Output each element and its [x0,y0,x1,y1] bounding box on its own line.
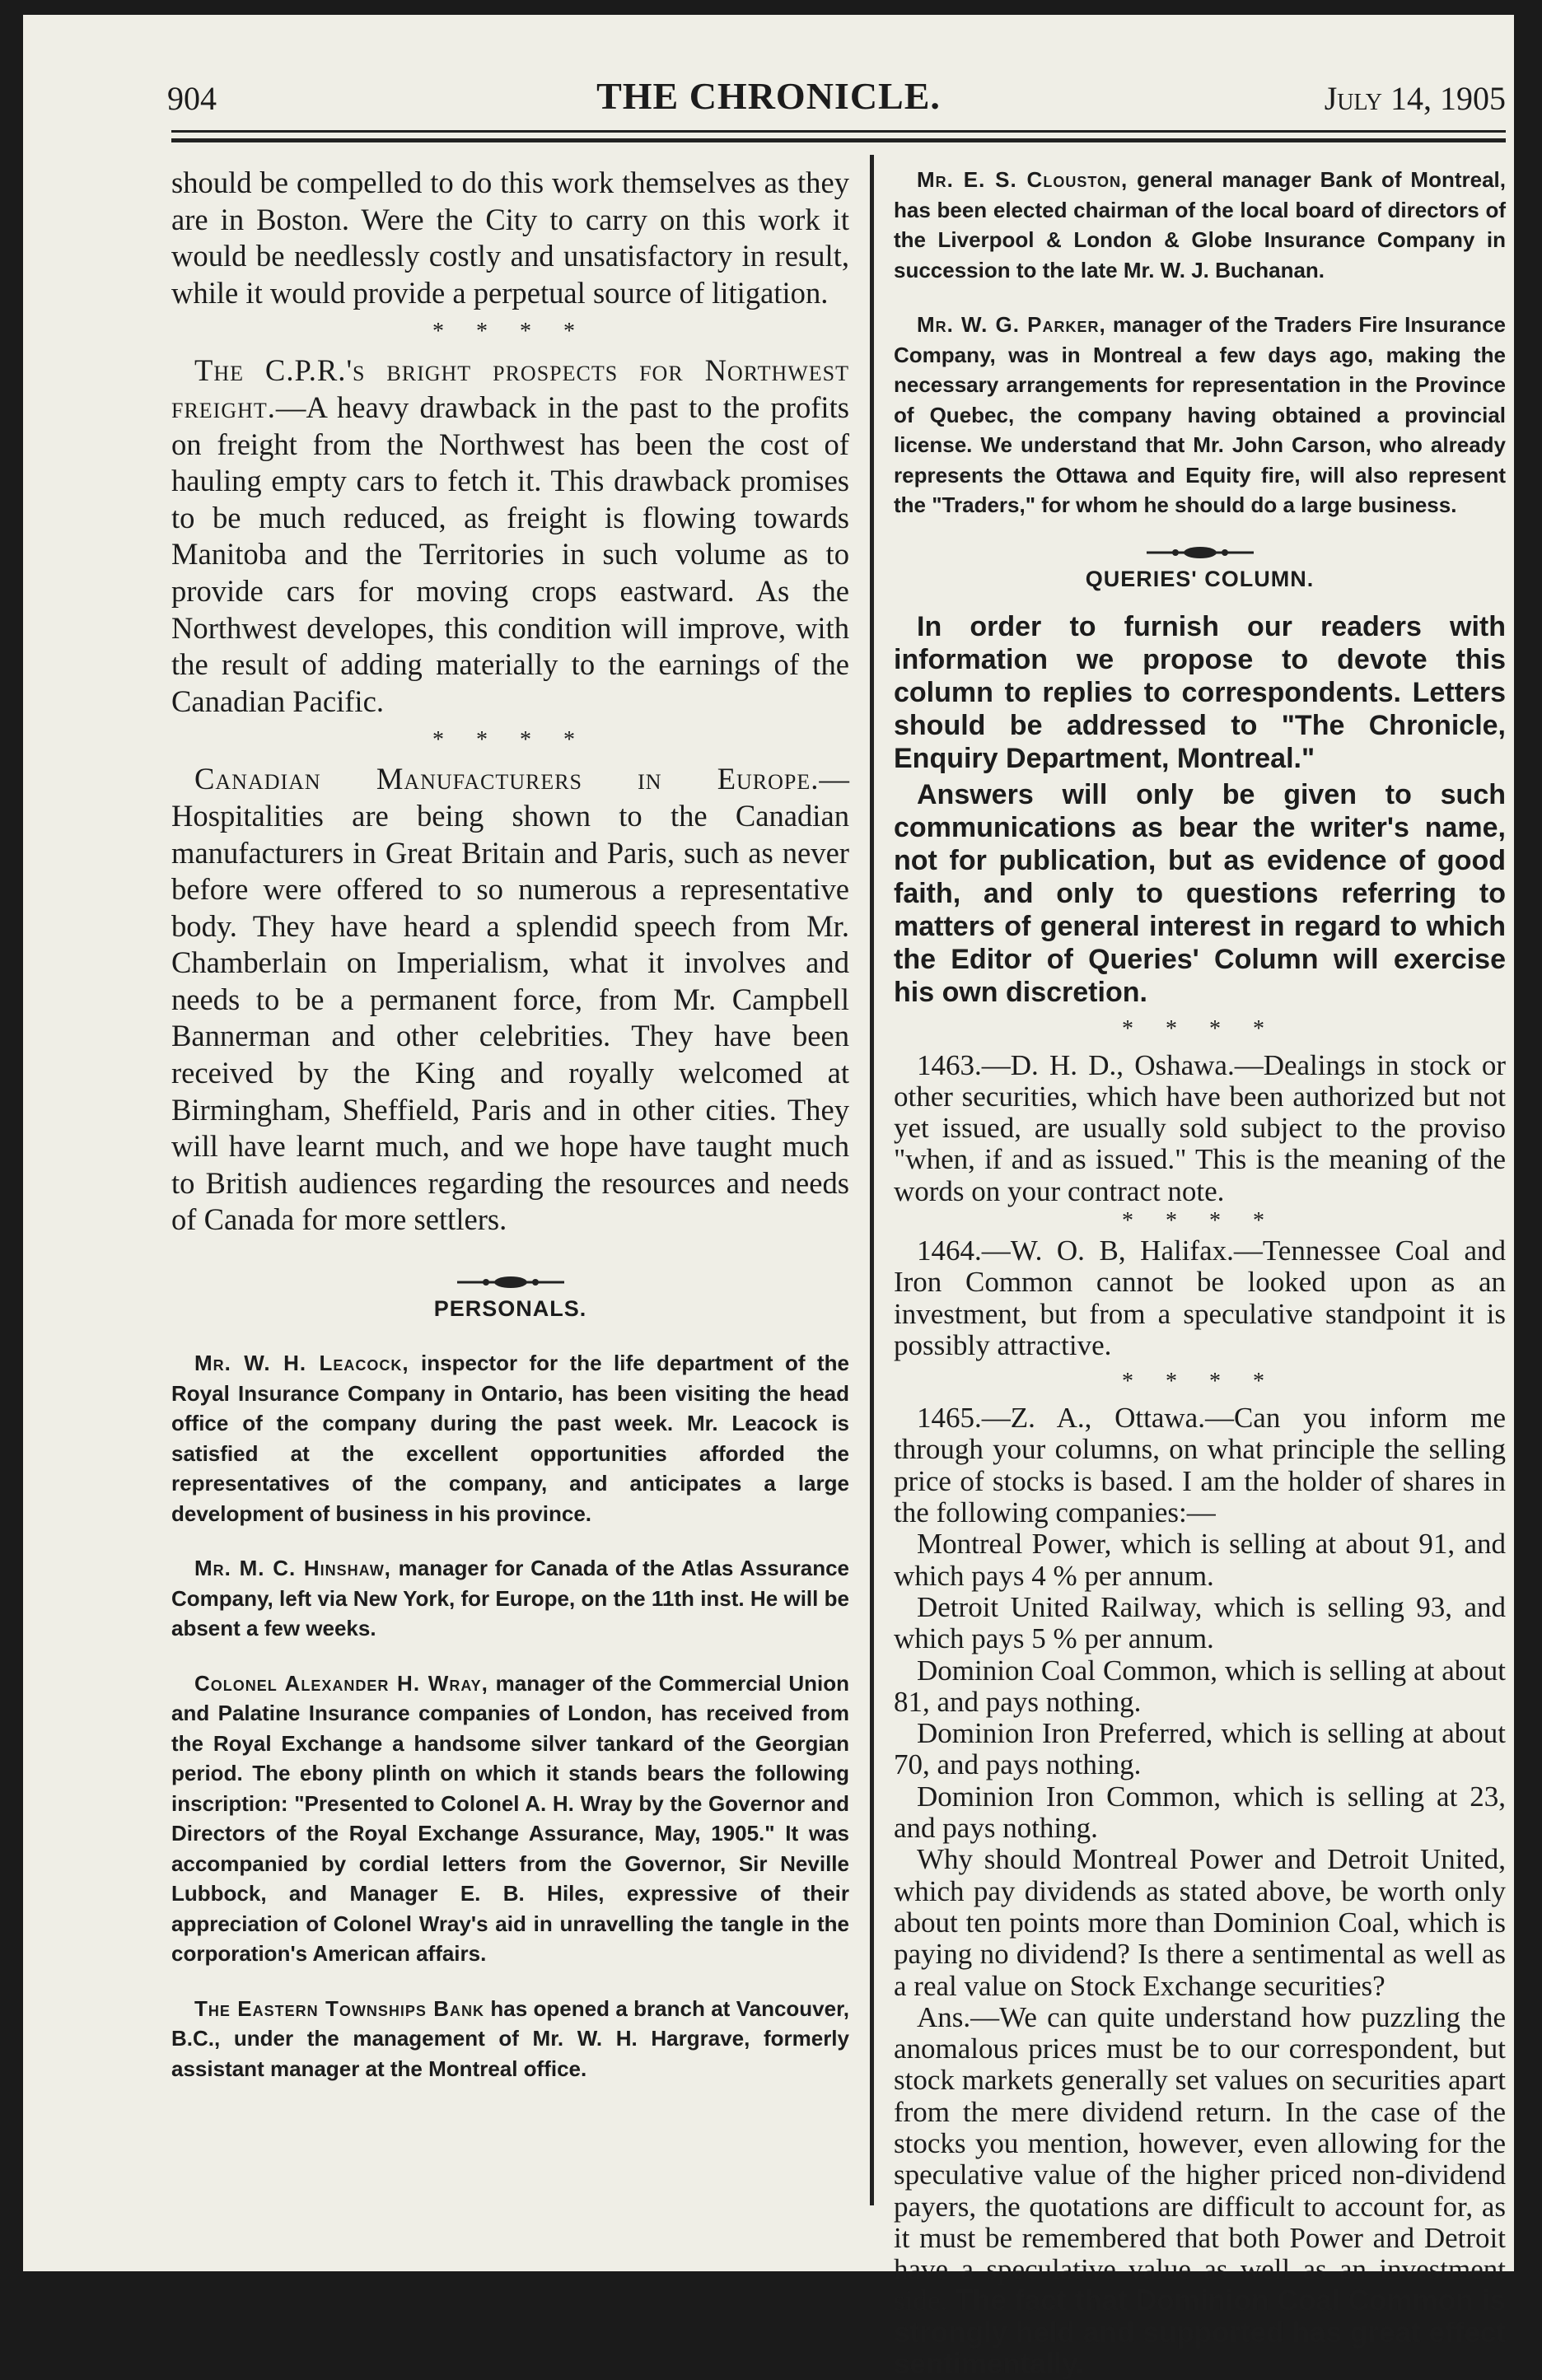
ornament-divider [894,545,1506,560]
issue-date: July 14, 1905 [1325,79,1506,118]
section-stars: * * * * [171,320,849,344]
ornament-divider [171,1275,849,1290]
ornament-icon [1147,545,1254,560]
personal-item [171,1994,849,2084]
holding-item: Montreal Power, which is selling at about 91, and which pays 4 % per annum. [894,1528,1506,1592]
personal-item [894,310,1506,520]
queries-answers [894,1050,1506,2380]
personal-name: Mr. E. S. Clouston, [917,167,1128,192]
queries-intro [894,610,1506,1009]
query-1465-question: Why should Montreal Power and Detroit United, which pay dividends as stated above, be worth only about ten points more than Dominion Coal, which is paying no dividend? Is there a sentimental as well as a real value on Stock Exchange securities? [894,1844,1506,2001]
queries-intro-1: In order to furnish our readers with information we propose to devote this column to replies to correspondents. Letters should be addressed to "The Chronicle, Enquiry Department, Montreal." [894,610,1506,775]
section-stars: * * * * [171,728,849,753]
newspaper-title: THE CHRONICLE. [23,74,1514,118]
header-rule-thick [171,138,1506,142]
personal-text: general manager Bank of Montreal, has been elected chairman of the local board of directors of the Liverpool & London & Globe Insurance Company in succession to the late Mr. W. J. Buchanan. [894,167,1506,282]
holding-item: Detroit United Railway, which is selling 93, and which pays 5 % per annum. [894,1592,1506,1655]
holding-item: Dominion Iron Preferred, which is selling at about 70, and pays nothing. [894,1718,1506,1781]
personal-name: Mr. M. C. Hinshaw, [194,1556,391,1580]
cpr-text: —A heavy drawback in the past to the profits on freight from the Northwest has been the cost of hauling empty cars to fetch it. This drawback promises to be much reduced, as freight is flowing towards Manitoba and the Territories in such volume as to provide cars for moving crops eastward. As the Northwest developes, this condition will improve, with the result of adding materially to the earnings of the Canadian Pacific. [171,390,849,718]
page-header [23,15,1514,151]
ornament-icon [457,1275,564,1290]
personal-item [894,165,1506,285]
manufacturers-text: —Hospitalities are being shown to the Canadian manufacturers in Great Britain and Paris, such as never before were offered to so numerous a representative body. They have heard a splendid speech from Mr. Chamberlain on Imperialism, what it involves and needs to be a permanent force, from Mr. Campbell Bannerman and other celebrities. They have been received by the King and royally welcomed at Birmingham, Sheffield, Paris and in other cities. They will have learnt much, and we hope have taught much to British audiences regarding the resources and needs of Canada for more settlers. [171,762,849,1236]
personals-list [171,1348,849,2084]
answer-text: Ans.—We can quite understand how puzzling the anomalous prices must be to our correspondent, but stock markets generally set values on securities apart from the mere dividend return. In the case of the stocks you mention, however, even allowing for the speculative value of the higher priced non-dividend payers, the quotations are difficult to account for, as it must be remembered that both Power and Detroit have a speculative value as well as an investment side. [894,2001,1506,2317]
personal-text: manager of the Commercial Union and Palatine Insurance companies of London, has received from the Royal Exchange a handsome silver tankard of the Georgian period. The ebony plinth on which it stands bears the following inscription: "Presented to Colonel A. H. Wray by the Governor and Directors of the Royal Exchange Assurance, May, 1905." It was accompanied by cordial letters from the Governor, Sir Neville Lubbock, and Manager E. B. Hiles, expressive of their appreciation of Colonel Wray's aid in unravelling the tangle in the corporation's American affairs. [171,1671,849,1967]
manufacturers-paragraph [171,761,849,1239]
query-1465: 1465.—Z. A., Ottawa.—Can you inform me through your columns, on what principle the selling price of stocks is based. I am the holder of shares in the following companies:— [894,1402,1506,1528]
personals-continued [894,165,1506,520]
section-stars: * * * * [894,1370,1506,1394]
section-stars: * * * * [894,1209,1506,1234]
personal-item [171,1668,849,1969]
left-column [171,165,849,2222]
right-column [894,165,1506,2222]
personal-name: Colonel Alexander H. Wray, [194,1671,488,1696]
holding-item: Dominion Iron Common, which is selling at 23, and pays nothing. [894,1781,1506,1845]
personals-title: PERSONALS. [171,1296,849,1322]
query-answer [894,2002,1506,2380]
queries-intro-2: Answers will only be given to such communications as bear the writer's name, not for publication, but as evidence of good faith, and only to questions referring to matters of general interest in regard to which the Editor of Queries' Column will exercise his own discretion. [894,778,1506,1009]
personal-item [171,1348,849,1528]
section-stars: * * * * [894,1017,1506,1042]
personal-name: Mr. W. G. Parker, [917,312,1106,337]
holding-item: Dominion Coal Common, which is selling at about 81, and pays nothing. [894,1655,1506,1719]
holdings-list [894,1528,1506,1844]
query-1464: 1464.—W. O. B, Halifax.—Tennessee Coal and Iron Common cannot be looked upon as an investment, but from a speculative standpoint it is possibly attractive. [894,1235,1506,1361]
cpr-heading: The C.P.R.'s bright prospects for Northwest freight. [171,353,849,424]
queries-title: QUERIES' COLUMN. [894,567,1506,592]
intro-paragraph: should be compelled to do this work themselves as they are in Boston. Were the City to carry on this work it would be needlessly costly and unsatisfactory in result, while it would provide a perpetual source of litigation. [171,165,849,311]
personal-text: has opened a branch at Vancouver, B.C., under the management of Mr. W. H. Hargrave, formerly assistant manager at the Montreal office. [171,1996,849,2081]
manufacturers-heading: Canadian Manufacturers in Europe. [194,762,819,796]
personal-text: manager for Canada of the Atlas Assurance Company, left via New York, for Europe, on the 11th inst. He will be absent a few weeks. [171,1556,849,1640]
personal-text: manager of the Traders Fire Insurance Company, was in Montreal a few days ago, making the necessary arrangements for representation in the Province of Quebec, the company having obtained a provincial license. We understand that Mr. John Carson, who already represents the Ottawa and Equity fire, will also represent the "Traders," for whom he should do a large business. [894,312,1506,517]
personal-name: The Eastern Townships Bank [194,1996,484,2021]
personal-name: Mr. W. H. Leacock, [194,1351,409,1375]
personal-text: inspector for the life department of the Royal Insurance Company in Ontario, has been visiting the head office of the company during the past week. Mr. Leacock is satisfied at the excellent opportunities afforded the representatives of the company, and anticipates a large development of business in his province. [171,1351,849,1526]
newspaper-page [23,15,1514,2271]
page-number: 904 [167,79,217,118]
answer-conclusion: The fact that Dominion Coal Common is strongly held and supported has great effect sentimentally. [894,2284,1506,2380]
personal-item [171,1553,849,1644]
header-rule [171,130,1506,133]
query-1463: 1463.—D. H. D., Oshawa.—Dealings in stock or other securities, which have been authorized but not yet issued, are usually sold subject to the proviso "when, if and as issued." This is the meaning of the words on your contract note. [894,1050,1506,1207]
cpr-paragraph [171,352,849,720]
column-divider [870,155,874,2205]
